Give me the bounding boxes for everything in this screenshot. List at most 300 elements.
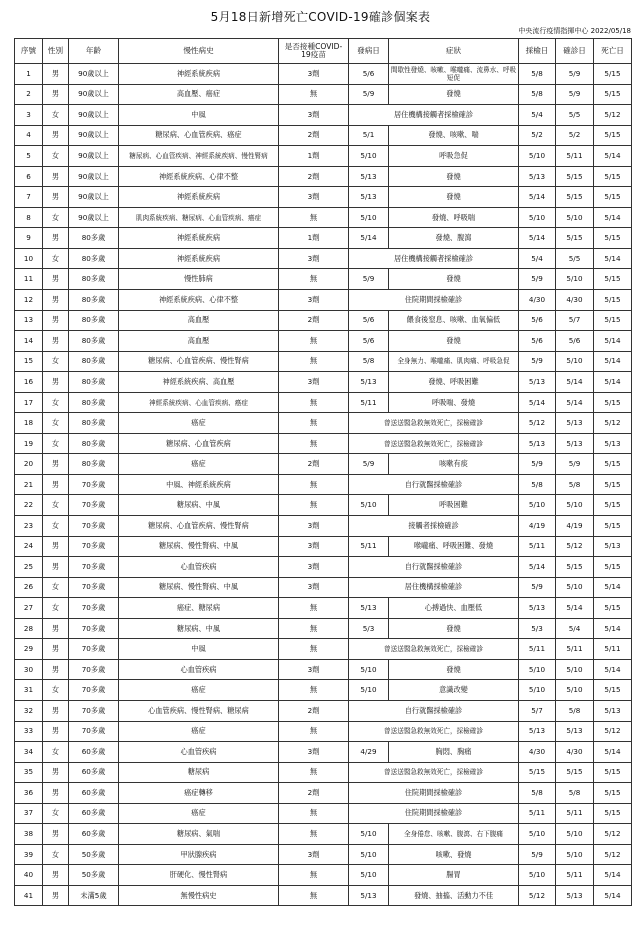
table-cell: 5/15 bbox=[594, 783, 632, 804]
table-cell: 5/10 bbox=[519, 495, 556, 516]
table-cell: 5/7 bbox=[556, 310, 594, 331]
table-cell: 70多歲 bbox=[69, 618, 119, 639]
table-cell: 男 bbox=[43, 64, 69, 85]
table-cell: 5/10 bbox=[519, 146, 556, 167]
table-row bbox=[15, 516, 632, 537]
table-cell: 5/14 bbox=[594, 865, 632, 886]
table-cell: 3劑 bbox=[279, 742, 349, 763]
table-cell: 5/2 bbox=[519, 125, 556, 146]
table-row bbox=[15, 372, 632, 393]
table-row bbox=[15, 228, 632, 249]
table-cell: 5/10 bbox=[349, 865, 389, 886]
table-cell: 3劑 bbox=[279, 659, 349, 680]
table-cell: 37 bbox=[15, 803, 43, 824]
table-cell: 60多歲 bbox=[69, 783, 119, 804]
table-cell: 12 bbox=[15, 290, 43, 311]
table-row bbox=[15, 885, 632, 906]
table-cell: 5/12 bbox=[519, 413, 556, 434]
table-cell: 5/13 bbox=[349, 187, 389, 208]
table-cell: 10 bbox=[15, 248, 43, 269]
table-cell: 糖尿病 bbox=[119, 762, 279, 783]
table-cell: 4/30 bbox=[556, 290, 594, 311]
table-cell: 5/15 bbox=[594, 454, 632, 475]
table-cell: 5/14 bbox=[556, 372, 594, 393]
table-row bbox=[15, 824, 632, 845]
table-cell: 35 bbox=[15, 762, 43, 783]
table-cell: 2劑 bbox=[279, 125, 349, 146]
table-cell: 9 bbox=[15, 228, 43, 249]
table-cell: 5/11 bbox=[349, 392, 389, 413]
table-cell: 5/6 bbox=[349, 310, 389, 331]
table-cell: 70多歲 bbox=[69, 495, 119, 516]
table-cell: 36 bbox=[15, 783, 43, 804]
table-cell: 3劑 bbox=[279, 187, 349, 208]
table-cell: 4/30 bbox=[519, 742, 556, 763]
table-cell: 男 bbox=[43, 618, 69, 639]
table-cell: 甲狀腺疾病 bbox=[119, 844, 279, 865]
table-cell: 癌症 bbox=[119, 680, 279, 701]
table-cell: 5/13 bbox=[519, 598, 556, 619]
table-cell: 40 bbox=[15, 865, 43, 886]
table-cell: 5/14 bbox=[594, 885, 632, 906]
table-cell: 5/14 bbox=[594, 351, 632, 372]
header-cell: 是否接種COVID-19疫苗 bbox=[279, 39, 349, 64]
table-cell: 5/15 bbox=[594, 680, 632, 701]
table-cell: 33 bbox=[15, 721, 43, 742]
table-cell: 5/14 bbox=[594, 618, 632, 639]
table-cell: 28 bbox=[15, 618, 43, 639]
table-cell: 3劑 bbox=[279, 105, 349, 126]
table-cell: 6 bbox=[15, 166, 43, 187]
table-cell: 24 bbox=[15, 536, 43, 557]
table-cell: 5/15 bbox=[556, 228, 594, 249]
table-cell: 19 bbox=[15, 433, 43, 454]
table-cell: 自行就醫採檢確診 bbox=[349, 474, 519, 495]
table-cell: 5/8 bbox=[556, 474, 594, 495]
table-cell: 女 bbox=[43, 803, 69, 824]
table-cell: 80多歲 bbox=[69, 228, 119, 249]
table-cell: 80多歲 bbox=[69, 331, 119, 352]
table-cell: 80多歲 bbox=[69, 248, 119, 269]
table-cell: 女 bbox=[43, 207, 69, 228]
table-cell: 5/9 bbox=[519, 844, 556, 865]
table-cell: 男 bbox=[43, 885, 69, 906]
table-cell: 30 bbox=[15, 659, 43, 680]
table-cell: 5/14 bbox=[594, 248, 632, 269]
table-cell: 5/11 bbox=[556, 146, 594, 167]
table-cell: 5/14 bbox=[519, 228, 556, 249]
table-cell: 5/14 bbox=[594, 207, 632, 228]
table-cell: 90歲以上 bbox=[69, 105, 119, 126]
header-cell: 序號 bbox=[15, 39, 43, 64]
table-cell: 無 bbox=[279, 433, 349, 454]
table-cell: 26 bbox=[15, 577, 43, 598]
table-row bbox=[15, 310, 632, 331]
table-cell: 5/9 bbox=[519, 577, 556, 598]
table-cell: 全身無力、喉嚨痛、肌肉痛、呼吸急促 bbox=[389, 351, 519, 372]
table-cell: 居住機構採檢確診 bbox=[349, 577, 519, 598]
table-cell: 中風 bbox=[119, 639, 279, 660]
table-cell: 27 bbox=[15, 598, 43, 619]
table-cell: 11 bbox=[15, 269, 43, 290]
table-cell: 無 bbox=[279, 351, 349, 372]
table-cell: 5/11 bbox=[556, 803, 594, 824]
table-cell: 5/4 bbox=[556, 618, 594, 639]
table-row bbox=[15, 783, 632, 804]
table-cell: 5/14 bbox=[594, 742, 632, 763]
table-cell: 心搏過快、血壓低 bbox=[389, 598, 519, 619]
table-cell: 3劑 bbox=[279, 557, 349, 578]
table-cell: 5/10 bbox=[556, 269, 594, 290]
table-cell: 5/10 bbox=[556, 351, 594, 372]
table-cell: 5/11 bbox=[519, 803, 556, 824]
table-cell: 4 bbox=[15, 125, 43, 146]
table-cell: 5/6 bbox=[519, 310, 556, 331]
table-cell: 女 bbox=[43, 680, 69, 701]
table-cell: 5/15 bbox=[519, 762, 556, 783]
table-cell: 5/10 bbox=[519, 680, 556, 701]
table-cell: 女 bbox=[43, 392, 69, 413]
table-row bbox=[15, 700, 632, 721]
table-cell: 5/5 bbox=[556, 248, 594, 269]
table-cell: 居住機構接觸者採檢確診 bbox=[349, 248, 519, 269]
table-row bbox=[15, 865, 632, 886]
table-cell: 15 bbox=[15, 351, 43, 372]
table-cell: 31 bbox=[15, 680, 43, 701]
table-row bbox=[15, 413, 632, 434]
table-cell: 5/15 bbox=[556, 762, 594, 783]
table-cell: 21 bbox=[15, 474, 43, 495]
table-row bbox=[15, 392, 632, 413]
table-cell: 5/15 bbox=[594, 228, 632, 249]
table-cell: 女 bbox=[43, 248, 69, 269]
table-cell: 發燒 bbox=[389, 84, 519, 105]
table-cell: 女 bbox=[43, 433, 69, 454]
table-cell: 16 bbox=[15, 372, 43, 393]
table-cell: 住院期間採檢確診 bbox=[349, 803, 519, 824]
table-cell: 80多歲 bbox=[69, 433, 119, 454]
table-cell: 中風 bbox=[119, 105, 279, 126]
table-cell: 32 bbox=[15, 700, 43, 721]
table-cell: 腸胃 bbox=[389, 865, 519, 886]
table-cell: 發燒 bbox=[389, 187, 519, 208]
table-cell: 無 bbox=[279, 824, 349, 845]
table-cell: 5/4 bbox=[519, 248, 556, 269]
table-row bbox=[15, 207, 632, 228]
table-cell: 70多歲 bbox=[69, 516, 119, 537]
table-cell: 曾送送醫急救無效死亡，採檢確診 bbox=[349, 433, 519, 454]
table-cell: 5/15 bbox=[594, 290, 632, 311]
table-cell: 90歲以上 bbox=[69, 125, 119, 146]
table-cell: 發燒、抽搐、活動力不佳 bbox=[389, 885, 519, 906]
table-cell: 癌症 bbox=[119, 454, 279, 475]
table-row bbox=[15, 454, 632, 475]
table-cell: 70多歲 bbox=[69, 474, 119, 495]
table-cell: 4/29 bbox=[349, 742, 389, 763]
table-cell: 心血管疾病 bbox=[119, 557, 279, 578]
table-cell: 無 bbox=[279, 474, 349, 495]
table-cell: 無 bbox=[279, 207, 349, 228]
table-cell: 5/10 bbox=[556, 659, 594, 680]
table-cell: 無 bbox=[279, 331, 349, 352]
table-cell: 神經系統疾病、心律不整 bbox=[119, 290, 279, 311]
table-cell: 5/14 bbox=[594, 146, 632, 167]
table-cell: 5/10 bbox=[349, 207, 389, 228]
table-cell: 5/13 bbox=[556, 433, 594, 454]
table-cell: 5/11 bbox=[594, 639, 632, 660]
table-cell: 5/9 bbox=[556, 64, 594, 85]
table-cell: 5/10 bbox=[519, 659, 556, 680]
table-cell: 13 bbox=[15, 310, 43, 331]
table-cell: 4/30 bbox=[556, 742, 594, 763]
table-cell: 高血壓、癌症 bbox=[119, 84, 279, 105]
table-cell: 5/8 bbox=[556, 783, 594, 804]
table-cell: 5/13 bbox=[519, 372, 556, 393]
table-cell: 4/30 bbox=[519, 290, 556, 311]
table-row bbox=[15, 762, 632, 783]
table-cell: 60多歲 bbox=[69, 803, 119, 824]
table-cell: 癌症 bbox=[119, 413, 279, 434]
table-cell: 5/10 bbox=[349, 659, 389, 680]
table-cell: 肝硬化、慢性腎病 bbox=[119, 865, 279, 886]
table-cell: 男 bbox=[43, 331, 69, 352]
header-cell: 慢性病史 bbox=[119, 39, 279, 64]
table-cell: 發燒、咳嗽、喘 bbox=[389, 125, 519, 146]
table-cell: 5/6 bbox=[349, 64, 389, 85]
table-cell: 居住機構接觸者採檢確診 bbox=[349, 105, 519, 126]
table-cell: 18 bbox=[15, 413, 43, 434]
table-cell: 3劑 bbox=[279, 248, 349, 269]
table-cell: 80多歲 bbox=[69, 372, 119, 393]
table-cell: 5/12 bbox=[594, 844, 632, 865]
table-cell: 女 bbox=[43, 516, 69, 537]
table-cell: 心血管疾病 bbox=[119, 742, 279, 763]
table-cell: 5/15 bbox=[594, 516, 632, 537]
table-cell: 中風、神經系統疾病 bbox=[119, 474, 279, 495]
table-cell: 5/5 bbox=[556, 105, 594, 126]
table-cell: 25 bbox=[15, 557, 43, 578]
table-cell: 90歲以上 bbox=[69, 84, 119, 105]
table-cell: 男 bbox=[43, 290, 69, 311]
table-cell: 5/8 bbox=[519, 474, 556, 495]
table-cell: 5/10 bbox=[519, 207, 556, 228]
table-cell: 無 bbox=[279, 495, 349, 516]
table-cell: 14 bbox=[15, 331, 43, 352]
table-cell: 70多歲 bbox=[69, 557, 119, 578]
table-cell: 喉嚨痛、呼吸困難、發燒 bbox=[389, 536, 519, 557]
table-cell: 5/15 bbox=[556, 557, 594, 578]
document-title: 5月18日新增死亡COVID-19確診個案表 bbox=[210, 10, 431, 24]
table-row bbox=[15, 269, 632, 290]
table-cell: 發燒 bbox=[389, 331, 519, 352]
table-cell: 2劑 bbox=[279, 700, 349, 721]
table-cell: 男 bbox=[43, 166, 69, 187]
table-cell: 5/13 bbox=[556, 413, 594, 434]
table-row bbox=[15, 680, 632, 701]
header-cell: 發病日 bbox=[349, 39, 389, 64]
table-cell: 80多歲 bbox=[69, 290, 119, 311]
table-cell: 70多歲 bbox=[69, 659, 119, 680]
table-cell: 無 bbox=[279, 803, 349, 824]
table-cell: 5/15 bbox=[594, 187, 632, 208]
table-cell: 癌症轉移 bbox=[119, 783, 279, 804]
table-cell: 男 bbox=[43, 639, 69, 660]
table-cell: 90歲以上 bbox=[69, 146, 119, 167]
table-cell: 糖尿病、心血管疾病、慢性腎病 bbox=[119, 516, 279, 537]
table-cell: 無 bbox=[279, 84, 349, 105]
table-cell: 3劑 bbox=[279, 290, 349, 311]
table-row bbox=[15, 248, 632, 269]
table-row bbox=[15, 64, 632, 85]
table-cell: 3劑 bbox=[279, 536, 349, 557]
table-cell: 咳嗽有痰 bbox=[389, 454, 519, 475]
table-cell: 女 bbox=[43, 413, 69, 434]
table-cell: 發燒、腹瀉 bbox=[389, 228, 519, 249]
table-cell: 5/6 bbox=[519, 331, 556, 352]
table-cell: 無 bbox=[279, 865, 349, 886]
table-cell: 5/4 bbox=[519, 105, 556, 126]
table-row bbox=[15, 844, 632, 865]
table-row bbox=[15, 742, 632, 763]
table-cell: 2劑 bbox=[279, 783, 349, 804]
table-cell: 神經系統疾病 bbox=[119, 228, 279, 249]
table-cell: 5/12 bbox=[519, 885, 556, 906]
table-cell: 發燒 bbox=[389, 166, 519, 187]
table-cell: 男 bbox=[43, 721, 69, 742]
table-cell: 5/3 bbox=[519, 618, 556, 639]
table-cell: 5/8 bbox=[519, 783, 556, 804]
table-cell: 90歲以上 bbox=[69, 166, 119, 187]
table-cell: 高血壓 bbox=[119, 310, 279, 331]
table-cell: 男 bbox=[43, 783, 69, 804]
header-cell: 症狀 bbox=[389, 39, 519, 64]
table-cell: 5/9 bbox=[349, 269, 389, 290]
table-cell: 80多歲 bbox=[69, 392, 119, 413]
table-cell: 5/14 bbox=[594, 659, 632, 680]
table-cell: 無慢性病史 bbox=[119, 885, 279, 906]
table-cell: 5/15 bbox=[556, 187, 594, 208]
table-cell: 癌症、糖尿病 bbox=[119, 598, 279, 619]
table-cell: 4/19 bbox=[556, 516, 594, 537]
table-cell: 23 bbox=[15, 516, 43, 537]
table-cell: 5/15 bbox=[556, 166, 594, 187]
table-cell: 5/10 bbox=[519, 824, 556, 845]
table-cell: 7 bbox=[15, 187, 43, 208]
table-cell: 5 bbox=[15, 146, 43, 167]
table-cell: 5/11 bbox=[556, 639, 594, 660]
table-cell: 男 bbox=[43, 84, 69, 105]
table-cell: 神經系統疾病 bbox=[119, 187, 279, 208]
table-cell: 5/2 bbox=[556, 125, 594, 146]
table-cell: 8 bbox=[15, 207, 43, 228]
table-cell: 3劑 bbox=[279, 516, 349, 537]
table-cell: 80多歲 bbox=[69, 413, 119, 434]
table-cell: 糖尿病、心血管疾病、神經系統疾病、慢性腎病 bbox=[119, 146, 279, 167]
table-cell: 呼吸困難 bbox=[389, 495, 519, 516]
table-cell: 60多歲 bbox=[69, 824, 119, 845]
table-cell: 50多歲 bbox=[69, 865, 119, 886]
table-cell: 1 bbox=[15, 64, 43, 85]
table-cell: 男 bbox=[43, 269, 69, 290]
table-cell: 90歲以上 bbox=[69, 187, 119, 208]
table-cell: 5/9 bbox=[349, 454, 389, 475]
table-row bbox=[15, 187, 632, 208]
table-cell: 5/8 bbox=[556, 700, 594, 721]
table-cell: 慢性肺病 bbox=[119, 269, 279, 290]
table-cell: 自行就醫採檢確診 bbox=[349, 557, 519, 578]
table-cell: 男 bbox=[43, 310, 69, 331]
table-cell: 5/14 bbox=[556, 392, 594, 413]
table-cell: 70多歲 bbox=[69, 680, 119, 701]
table-cell: 5/15 bbox=[594, 310, 632, 331]
table-row bbox=[15, 659, 632, 680]
table-cell: 接觸者採檢確診 bbox=[349, 516, 519, 537]
table-cell: 2劑 bbox=[279, 310, 349, 331]
table-cell: 女 bbox=[43, 495, 69, 516]
table-cell: 發燒、呼吸困難 bbox=[389, 372, 519, 393]
table-row bbox=[15, 433, 632, 454]
table-cell: 5/10 bbox=[349, 495, 389, 516]
table-cell: 5/6 bbox=[556, 331, 594, 352]
table-row bbox=[15, 598, 632, 619]
table-cell: 無 bbox=[279, 721, 349, 742]
table-row bbox=[15, 331, 632, 352]
table-cell: 5/8 bbox=[519, 84, 556, 105]
table-cell: 女 bbox=[43, 146, 69, 167]
table-cell: 2劑 bbox=[279, 166, 349, 187]
table-cell: 60多歲 bbox=[69, 742, 119, 763]
table-cell: 5/8 bbox=[519, 64, 556, 85]
table-cell: 未滿5歲 bbox=[69, 885, 119, 906]
table-cell: 5/13 bbox=[594, 433, 632, 454]
table-row bbox=[15, 166, 632, 187]
table-cell: 1劑 bbox=[279, 228, 349, 249]
table-cell: 無 bbox=[279, 392, 349, 413]
table-cell: 5/10 bbox=[349, 824, 389, 845]
table-cell: 5/12 bbox=[594, 824, 632, 845]
table-body bbox=[15, 64, 632, 906]
table-cell: 糖尿病、心血管疾病、慢性腎病 bbox=[119, 351, 279, 372]
table-cell: 曾送送醫急救無效死亡，採檢確診 bbox=[349, 762, 519, 783]
table-cell: 5/15 bbox=[594, 495, 632, 516]
table-cell: 男 bbox=[43, 187, 69, 208]
table-cell: 80多歲 bbox=[69, 310, 119, 331]
table-cell: 肌肉系統疾病、糖尿病、心血管疾病、癌症 bbox=[119, 207, 279, 228]
table-row bbox=[15, 146, 632, 167]
table-cell: 5/13 bbox=[594, 536, 632, 557]
table-row bbox=[15, 536, 632, 557]
table-cell: 5/9 bbox=[519, 454, 556, 475]
table-cell: 3劑 bbox=[279, 64, 349, 85]
table-cell: 男 bbox=[43, 228, 69, 249]
table-cell: 5/15 bbox=[594, 598, 632, 619]
table-cell: 意識改變 bbox=[389, 680, 519, 701]
table-cell: 住院期間採檢確診 bbox=[349, 290, 519, 311]
table-cell: 5/13 bbox=[349, 372, 389, 393]
table-cell: 男 bbox=[43, 536, 69, 557]
header-cell: 確診日 bbox=[556, 39, 594, 64]
table-cell: 無 bbox=[279, 680, 349, 701]
table-cell: 男 bbox=[43, 700, 69, 721]
table-cell: 5/13 bbox=[519, 433, 556, 454]
table-cell: 17 bbox=[15, 392, 43, 413]
table-row bbox=[15, 125, 632, 146]
table-cell: 5/1 bbox=[349, 125, 389, 146]
table-cell: 5/10 bbox=[349, 680, 389, 701]
table-cell: 男 bbox=[43, 824, 69, 845]
table-cell: 男 bbox=[43, 372, 69, 393]
table-cell: 5/14 bbox=[594, 331, 632, 352]
